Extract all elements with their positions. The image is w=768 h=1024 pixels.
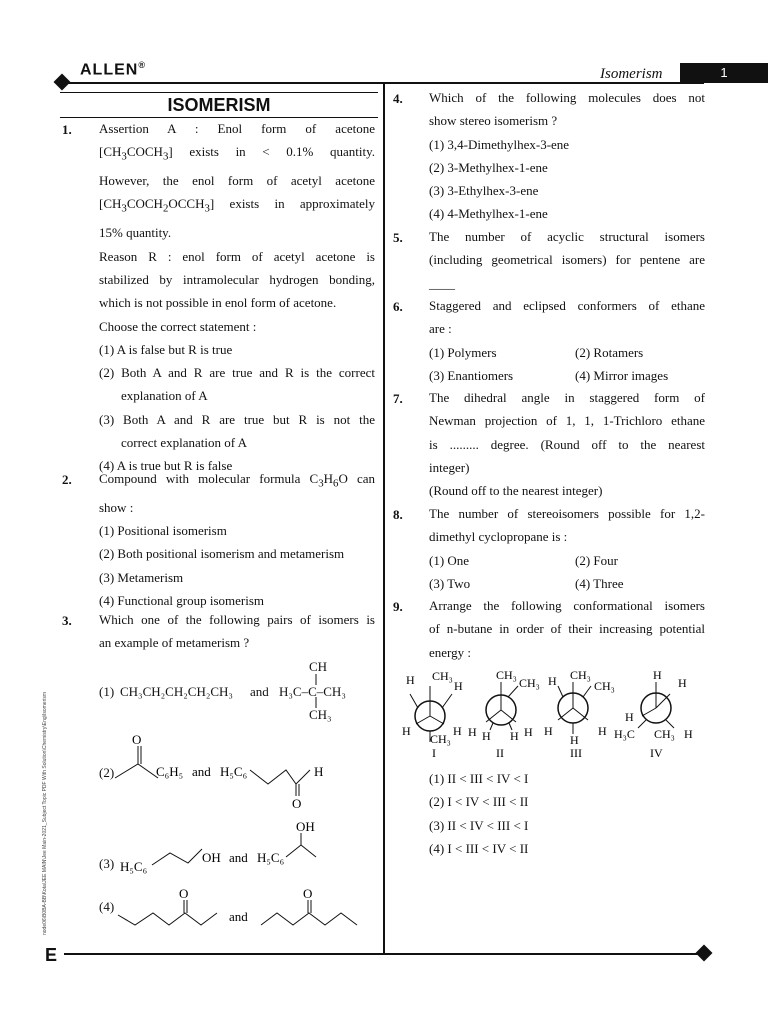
newman-projection-IV — [614, 668, 693, 760]
q1-text: Assertion A : Enol form of acetone $[CH_3COCH_3]$ exists in < 0.1% quantity. However, the enol form of acetyl acetone $[CH_3COCH_2OCCH_3]$ exists in approximately 15% quantity. Reason R : enol form of acetyl acetone is stabilized by intramolecular hydrogen bonding, which is not possible in enol form of acetone. Choose the correct statement : (1) A is false but R is true (2) Both A and R are true and R is the correct explanation of A (3) Both A and R are true but R is not the correct explanation of A (4) A is true but R is false — [99, 117, 375, 478]
svg-text:H: H — [453, 724, 462, 738]
svg-text:H: H — [482, 729, 491, 743]
svg-text:H: H — [544, 724, 553, 738]
q3-option-1-label: (1) — [99, 684, 115, 699]
q2-option-1: (1) Positional isomerism — [99, 523, 227, 539]
q3-option-1-and: and — [250, 684, 269, 699]
q4-option-1: (1) 3,4-Dimethylhex-3-ene — [429, 136, 570, 152]
svg-text:H: H — [625, 710, 634, 724]
q3-option-3-label: (3) — [99, 856, 115, 871]
q8-option-1: (1) One — [429, 552, 470, 568]
q6-option-1: (1) Polymers — [429, 344, 497, 360]
q8-number: 8. — [393, 507, 403, 522]
q8-text: The number of stereoisomers possible for 1,2- dimethyl cyclopropane is : (1) One (2) Four (3) Two (4) Three — [429, 502, 705, 595]
q2-number: 2. — [62, 472, 72, 487]
q3-option-3-and: and — [229, 850, 248, 865]
q3-option-2-oxygen-1: O — [132, 732, 142, 747]
q5-text: The number of acyclic structural isomers (including geometrical isomers) for pentene are ____ — [429, 229, 705, 291]
q9-text: Arrange the following conformational isomers of n-butane in order of their increasing potential energy : — [429, 598, 705, 660]
svg-text:IV: IV — [650, 746, 663, 760]
svg-text:H: H — [402, 724, 411, 738]
section-title: ISOMERISM — [60, 92, 378, 118]
q3-option-2-and: and — [192, 764, 211, 779]
svg-text:CH₃: CH₃ — [496, 668, 517, 682]
q4-option-4: (4) 4-Methylhex-1-ene — [429, 206, 548, 222]
q2-option-3: (3) Metamerism — [99, 569, 184, 585]
q5-number: 5. — [393, 230, 403, 245]
q3-option-3-structures — [118, 815, 348, 875]
svg-text:H: H — [454, 679, 463, 693]
svg-text:H: H — [406, 673, 415, 687]
svg-text:CH₃: CH₃ — [594, 679, 615, 693]
q3-option-4-structures — [115, 885, 365, 935]
q2-text: Compound with molecular formula $C_3H_6O$ can show : (1) Positional isomerism (2) Both positional isomerism and metamerism (3) Metamerism (4) Functional group isomerism — [99, 467, 375, 612]
newman-projection-I — [402, 669, 463, 760]
q3-option-1-mid-group: H₃C–C–CH₃ — [279, 684, 346, 699]
q3-option-2-left-sub: C₆H₅ — [156, 764, 184, 779]
svg-text:H₃C: H₃C — [614, 727, 635, 741]
q3-option-2-aldehyde-h: H — [314, 764, 324, 779]
q3-option-2-label: (2) — [99, 765, 115, 780]
q3-option-2-right: H₅C₆ — [220, 764, 248, 779]
q3-option-4-label: (4) — [99, 899, 115, 914]
q3-option-3-left: H₅C₆ — [120, 859, 148, 874]
q4-number: 4. — [393, 91, 403, 106]
q6-option-2: (2) Rotamers — [575, 344, 644, 360]
q3-option-1-top-group: CH — [309, 659, 328, 674]
svg-text:I: I — [432, 746, 436, 760]
q4-option-3: (3) 3-Ethylhex-3-ene — [429, 183, 539, 199]
q8-option-2: (2) Four — [575, 552, 618, 568]
q9-option-4: (4) I < III < IV < II — [429, 840, 529, 856]
svg-text:H: H — [570, 733, 579, 747]
svg-text:CH₃: CH₃ — [430, 732, 451, 746]
q6-number: 6. — [393, 299, 403, 314]
q3-text: Which one of the following pairs of isomers is an example of metamerism ? — [99, 612, 375, 651]
column-divider — [383, 84, 385, 954]
footer-file-path: node06\B0BA-BB\Kota\JEE MAIN\Jee Main-2021_Subject Topic PDF With Solution\Chemistry\Eng\Isomerism — [42, 691, 48, 935]
q9-option-2: (2) I < IV < III < II — [429, 794, 529, 810]
q3-option-4-and: and — [229, 909, 248, 924]
q2-option-4: (4) Functional group isomerism — [99, 593, 265, 609]
q8-option-4: (4) Three — [575, 575, 624, 591]
q7-text: The dihedral angle in staggered form of Newman projection of 1, 1, 1-Trichloro ethane is ......... degree. (Round off to the nearest integer) (Round off to the nearest integer) — [429, 390, 705, 499]
svg-text:II: II — [496, 746, 504, 760]
q7-number: 7. — [393, 391, 403, 406]
svg-text:CH₃: CH₃ — [570, 668, 591, 682]
svg-text:CH₃: CH₃ — [654, 727, 675, 741]
q3-option-2-oxygen-2: O — [292, 796, 302, 810]
q3-option-1-bonds — [310, 672, 322, 710]
q3-option-3-oh-1: OH — [202, 850, 221, 865]
q4-option-2: (2) 3-Methylhex-1-ene — [429, 159, 548, 175]
q9-newman-projections — [398, 664, 708, 764]
q6-option-4: (4) Mirror images — [575, 367, 669, 383]
svg-text:H: H — [678, 676, 687, 690]
allen-logo: ALLEN® — [80, 60, 146, 79]
q3-option-1-formula: CH₃CH₂CH₂CH₂CH₃ — [120, 684, 233, 699]
q9-option-3: (3) II < IV < III < I — [429, 817, 529, 833]
svg-text:CH₃: CH₃ — [519, 676, 540, 690]
q1-option-3: (3) Both A and R are true but R is not the — [99, 411, 375, 427]
q8-option-3: (3) Two — [429, 575, 471, 591]
q2-option-2: (2) Both positional isomerism and metamerism — [99, 546, 345, 562]
svg-text:H: H — [468, 725, 477, 739]
q9-option-1: (1) II < III < IV < I — [429, 771, 529, 786]
footer-rule — [64, 953, 704, 955]
svg-text:H: H — [684, 727, 693, 741]
newman-projection-II — [468, 668, 540, 760]
svg-text:CH₃: CH₃ — [432, 669, 453, 683]
svg-text:H: H — [510, 729, 519, 743]
q1-number: 1. — [62, 122, 72, 137]
footer-letter: E — [45, 945, 58, 965]
q6-option-3: (3) Enantiomers — [429, 367, 514, 383]
newman-projection-III — [544, 668, 615, 760]
q9-number: 9. — [393, 599, 403, 614]
q1-option-4: (4) A is true but R is false — [99, 458, 233, 474]
q3-option-2-structures — [110, 730, 340, 810]
svg-text:H: H — [548, 674, 557, 688]
footer-diamond — [696, 945, 713, 962]
header-title: Isomerism — [600, 66, 663, 82]
q3-number: 3. — [62, 613, 72, 628]
q3-option-4-oxygen-1: O — [179, 886, 189, 901]
q3-option-3-oh-2: OH — [296, 819, 315, 834]
q3-option-3-right: H₅C₆ — [257, 850, 285, 865]
q3-option-4-oxygen-2: O — [303, 886, 313, 901]
q1-option-1: (1) A is false but R is true — [99, 341, 233, 357]
svg-text:H: H — [524, 725, 533, 739]
svg-text:III: III — [570, 746, 582, 760]
q4-text: Which of the following molecules does not show stereo isomerism ? (1) 3,4-Dimethylhex-3-ene (2) 3-Methylhex-1-ene (3) 3-Ethylhex-3-ene (4) 4-Methylhex-1-ene — [429, 86, 705, 226]
q1-option-2: (2) Both A and R are true and R is the correct — [99, 365, 375, 381]
q3-option-1-bot-group: CH₃ — [309, 707, 332, 722]
page-number: 1 — [680, 63, 768, 83]
q9-options — [429, 767, 705, 860]
svg-text:H: H — [598, 724, 607, 738]
q6-text: Staggered and eclipsed conformers of ethane are : (1) Polymers (2) Rotamers (3) Enantiomers (4) Mirror images — [429, 294, 705, 387]
svg-text:H: H — [653, 668, 662, 682]
